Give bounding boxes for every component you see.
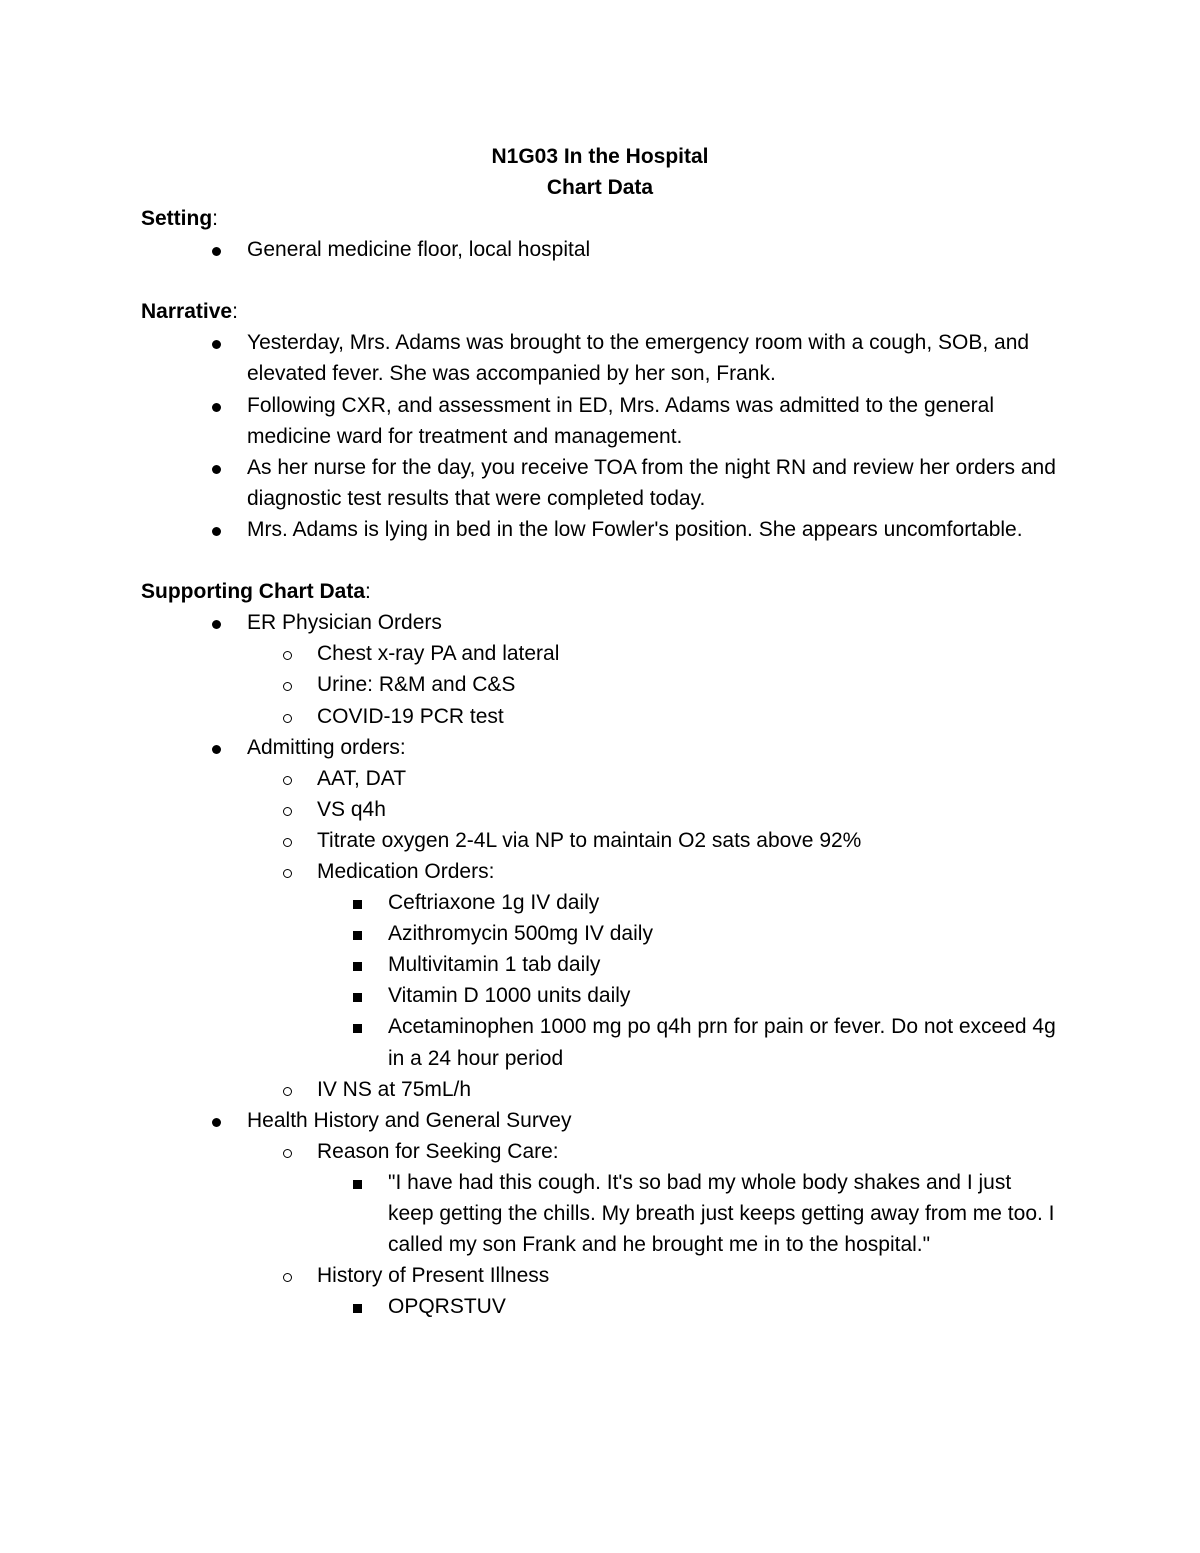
- list-item-text: Titrate oxygen 2-4L via NP to maintain O2 sats above 92%: [317, 828, 862, 852]
- health-history-label: Health History and General Survey: [247, 1108, 572, 1132]
- list-item-text: Chest x-ray PA and lateral: [317, 642, 560, 666]
- list-item: [141, 794, 1061, 825]
- bullet-icon: [212, 327, 221, 358]
- list-item-text: General medicine floor, local hospital: [247, 238, 591, 262]
- setting-heading-text: Setting: [141, 207, 213, 230]
- list-item: [141, 1167, 1061, 1260]
- bullet-icon: [212, 390, 221, 421]
- hpi-label: History of Present Illness: [317, 1264, 550, 1288]
- list-item-text: Ceftriaxone 1g IV daily: [388, 891, 600, 915]
- supporting-heading-colon: :: [365, 580, 371, 604]
- list-item: [141, 1291, 1061, 1322]
- list-item-text: Azithromycin 500mg IV daily: [388, 922, 653, 946]
- list-item: [141, 825, 1061, 856]
- list-item: [141, 452, 1061, 514]
- list-item-text: COVID-19 PCR test: [317, 704, 504, 728]
- er-orders-item: [141, 607, 1061, 638]
- square-bullet-icon: [353, 1011, 362, 1042]
- reason-for-care-item: [141, 1136, 1061, 1167]
- bullet-icon: [212, 452, 221, 483]
- circle-bullet-icon: [283, 856, 292, 887]
- list-item: [141, 327, 1061, 389]
- document-title: N1G03 In the Hospital: [491, 145, 709, 168]
- bullet-icon: [212, 607, 221, 638]
- list-item: [141, 234, 1061, 265]
- square-bullet-icon: [353, 1291, 362, 1322]
- circle-bullet-icon: [283, 701, 292, 732]
- square-bullet-icon: [353, 980, 362, 1011]
- narrative-heading: [141, 296, 1061, 327]
- medication-orders-label: Medication Orders:: [317, 859, 495, 883]
- supporting-list: [141, 607, 1061, 1322]
- list-item: [141, 1074, 1061, 1105]
- list-item-text: Mrs. Adams is lying in bed in the low Fowler's position. She appears uncomfortable.: [247, 517, 1023, 541]
- list-item-text: VS q4h: [317, 797, 386, 821]
- list-item: [141, 918, 1061, 949]
- er-orders-label: ER Physician Orders: [247, 611, 442, 635]
- list-item-text: Following CXR, and assessment in ED, Mrs. Adams was admitted to the general medicine ward for treatment and management.: [247, 393, 994, 448]
- narrative-heading-colon: :: [232, 300, 238, 324]
- list-item: [141, 887, 1061, 918]
- admitting-orders-item: [141, 732, 1061, 763]
- list-item: [141, 1011, 1061, 1073]
- health-history-item: [141, 1105, 1061, 1136]
- list-item: [141, 638, 1061, 669]
- list-item-text: AAT, DAT: [317, 766, 407, 790]
- list-item: [141, 763, 1061, 794]
- list-item-text: Yesterday, Mrs. Adams was brought to the emergency room with a cough, SOB, and elevated fever. She was accompanied by her son, Frank.: [247, 331, 1030, 386]
- list-item: [141, 390, 1061, 452]
- narrative-heading-text: Narrative: [141, 300, 233, 324]
- circle-bullet-icon: [283, 763, 292, 794]
- circle-bullet-icon: [283, 1074, 292, 1105]
- circle-bullet-icon: [283, 825, 292, 856]
- list-item: [141, 514, 1061, 545]
- bullet-icon: [212, 514, 221, 545]
- list-item: [141, 949, 1061, 980]
- bullet-icon: [212, 732, 221, 763]
- narrative-list: [141, 327, 1061, 545]
- square-bullet-icon: [353, 949, 362, 980]
- list-item-text: As her nurse for the day, you receive TOA from the night RN and review her orders and diagnostic test results that were completed today.: [247, 455, 1056, 510]
- reason-for-care-label: Reason for Seeking Care:: [317, 1139, 559, 1163]
- list-item: [141, 669, 1061, 700]
- circle-bullet-icon: [283, 669, 292, 700]
- setting-list: [141, 234, 1061, 265]
- list-item: [141, 701, 1061, 732]
- bullet-icon: [212, 234, 221, 265]
- square-bullet-icon: [353, 1167, 362, 1198]
- setting-heading: [141, 203, 1061, 234]
- bullet-icon: [212, 1105, 221, 1136]
- document-body: [141, 203, 1061, 1322]
- setting-heading-colon: :: [212, 207, 219, 230]
- list-item-text: Multivitamin 1 tab daily: [388, 953, 601, 977]
- circle-bullet-icon: [283, 1136, 292, 1167]
- list-item-text: Urine: R&M and C&S: [317, 673, 516, 697]
- circle-bullet-icon: [283, 638, 292, 669]
- document-subtitle: Chart Data: [546, 176, 654, 199]
- square-bullet-icon: [353, 887, 362, 918]
- supporting-heading-text: Supporting Chart Data: [141, 580, 365, 604]
- list-item-text: Acetaminophen 1000 mg po q4h prn for pain or fever. Do not exceed 4g in a 24 hour period: [388, 1015, 1056, 1070]
- medication-orders-item: [141, 856, 1061, 887]
- square-bullet-icon: [353, 918, 362, 949]
- list-item-text: OPQRSTUV: [388, 1295, 506, 1319]
- list-item-text: Vitamin D 1000 units daily: [388, 984, 631, 1008]
- circle-bullet-icon: [283, 1260, 292, 1291]
- circle-bullet-icon: [283, 794, 292, 825]
- list-item-text: IV NS at 75mL/h: [317, 1077, 472, 1101]
- patient-quote: "I have had this cough. It's so bad my whole body shakes and I just keep getting the chills. My breath just keeps getting away from me too. I called my son Frank and he brought me in to the hospital.": [388, 1170, 1055, 1257]
- supporting-heading: [141, 576, 1061, 607]
- list-item: [141, 980, 1061, 1011]
- admitting-orders-label: Admitting orders:: [247, 735, 406, 759]
- hpi-item: [141, 1260, 1061, 1291]
